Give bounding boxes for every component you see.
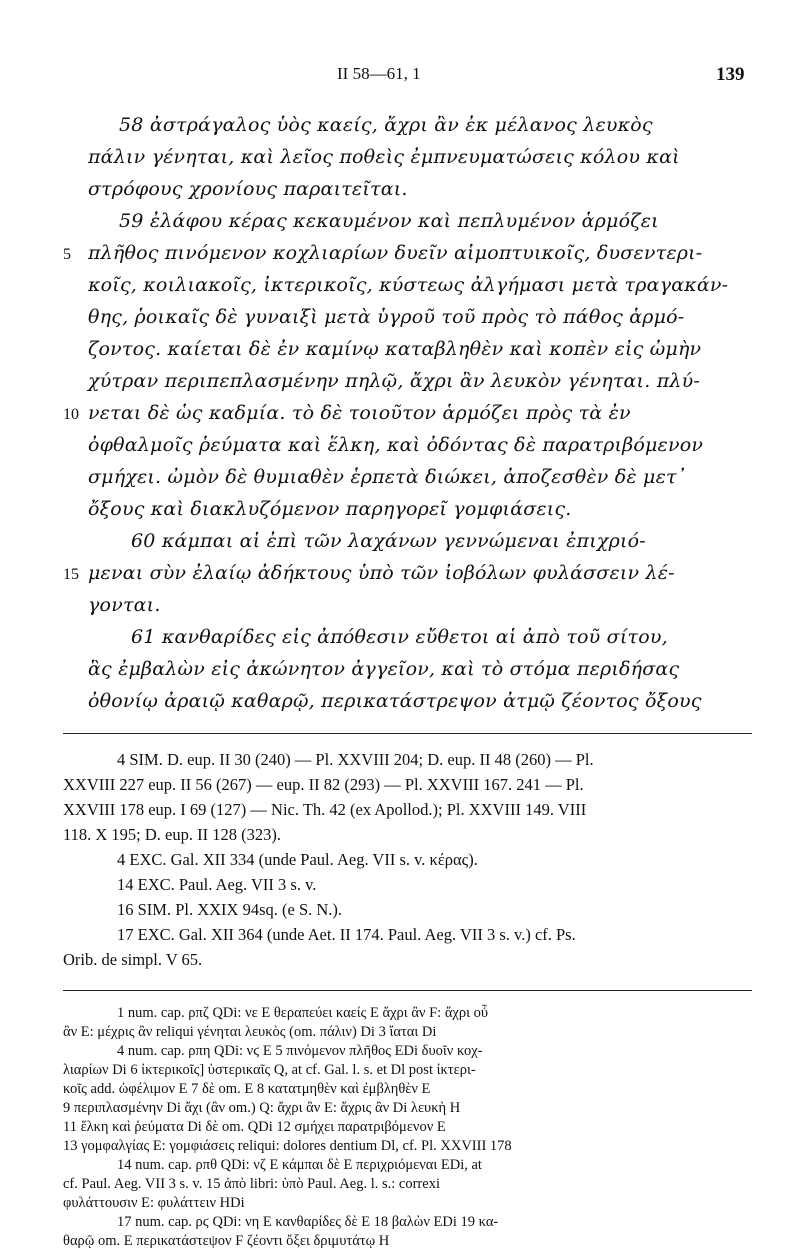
- critical-line: κοῖς add. ὠφέλιμον E 7 δὲ om. E 8 κατατμηθὲν καὶ ἐμβληθὲν E: [63, 1081, 431, 1097]
- text-line: γονται.: [88, 594, 161, 616]
- text-line: ζοντος. καίεται δὲ ἐν καμίνῳ καταβληθὲν καὶ κοπὲν εἰς ὠμὴν: [88, 338, 702, 360]
- text-line: ἃς ἐμβαλὼν εἰς ἀκώνητον ἀγγεῖον, καὶ τὸ στόμα περιδήσας: [88, 658, 680, 680]
- critical-line: θαρῷ om. E περικατάστεψον F ζέοντι ὄξει δριμυτάτῳ H: [63, 1233, 390, 1249]
- critical-line: cf. Paul. Aeg. VII 3 s. v. 15 ἀπὸ libri: ὑπὸ Paul. Aeg. l. s.: correxi: [63, 1176, 440, 1192]
- critical-line: 14 num. cap. ρπθ QDi: νζ E κάμπαι δὲ E περιχριόμεναι EDi, at: [117, 1157, 482, 1173]
- apparatus-divider: [63, 733, 752, 734]
- critical-line: 11 ἕλκη καὶ ῥεύματα Di δὲ om. QDi 12 σμήχει παρατριβόμενον E: [63, 1119, 446, 1135]
- apparatus-line: XXVIII 227 eup. II 56 (267) — eup. II 82 (293) — Pl. XXVIII 167. 241 — Pl.: [63, 775, 584, 794]
- apparatus-line: 16 SIM. Pl. XXIX 94sq. (e S. N.).: [117, 900, 343, 919]
- text-line: νεται δὲ ὡς καδμία. τὸ δὲ τοιοῦτον ἁρμόζει πρὸς τὰ ἐν: [88, 402, 631, 424]
- critical-line: 4 num. cap. ρπη QDi: νϛ E 5 πινόμενον πλῆθος EDi δυοῖν κοχ-: [117, 1043, 483, 1059]
- apparatus-line: Orib. de simpl. V 65.: [63, 950, 203, 969]
- text-line: κοῖς, κοιλιακοῖς, ἰκτερικοῖς, κύστεως ἀλγήμασι μετὰ τραγακάν-: [88, 274, 729, 296]
- critical-line: 9 περιπλασμένην Di ἄχι (ἂν om.) Q: ἄχρι ἂν E: ἄχρις ἂν Di λευκὴ H: [63, 1100, 461, 1116]
- apparatus-line: XXVIII 178 eup. I 69 (127) — Nic. Th. 42 (ex Apollod.); Pl. XXVIII 149. VIII: [63, 800, 587, 819]
- critical-line: ἂν E: μέχρις ἂν reliqui γένηται λευκὸς (om. πάλιν) Di 3 ἴαται Di: [63, 1024, 437, 1040]
- critical-line: 17 num. cap. ρϛ QDi: νη E κανθαρίδες δὲ E 18 βαλὼν EDi 19 κα-: [117, 1214, 499, 1230]
- text-line: πάλιν γένηται, καὶ λεῖος ποθεὶς ἐμπνευματώσεις κόλου καὶ: [88, 146, 680, 168]
- critical-line: 13 γομφαλγίας E: γομφιάσεις reliqui: dolores dentium Dl, cf. Pl. XXVIII 178: [63, 1138, 512, 1154]
- text-line: θης, ῥοικαῖς δὲ γυναιξὶ μετὰ ὑγροῦ τοῦ πρὸς τὸ πάθος ἁρμό-: [88, 306, 685, 328]
- apparatus-line: 118. X 195; D. eup. II 128 (323).: [63, 825, 281, 844]
- line-number: 5: [63, 246, 71, 263]
- text-line: 59 ἐλάφου κέρας κεκαυμένον καὶ πεπλυμένον ἁρμόζει: [119, 210, 659, 232]
- apparatus-line: 4 SIM. D. eup. II 30 (240) — Pl. XXVIII 204; D. eup. II 48 (260) — Pl.: [117, 750, 594, 769]
- critical-line: λιαρίων Di 6 ἰκτερικοῖς] ὑστερικαῖς Q, at cf. Gal. l. s. et Dl post ἰκτερι-: [63, 1062, 476, 1078]
- text-line: ὀθονίῳ ἀραιῷ καθαρῷ, περικατάστρεψον ἀτμῷ ζέοντος ὄξους: [88, 690, 702, 712]
- text-line: χύτραν περιπεπλασμένην πηλῷ, ἄχρι ἂν λευκὸν γένηται. πλύ-: [88, 370, 700, 392]
- text-line: πλῆθος πινόμενον κοχλιαρίων δυεῖν αἱμοπτυικοῖς, δυσεντερι-: [88, 242, 703, 264]
- critical-line: 1 num. cap. ρπζ QDi: νε E θεραπεύει καείς E ἄχρι ἂν F: ἄχρι οὗ: [117, 1005, 489, 1021]
- text-line: στρόφους χρονίους παραιτεῖται.: [88, 178, 408, 200]
- line-number: 10: [63, 406, 79, 423]
- text-line: σμήχει. ὠμὸν δὲ θυμιαθὲν ἑρπετὰ διώκει, ἀποζεσθὲν δὲ μετ᾽: [88, 466, 687, 488]
- text-line: ὄξους καὶ διακλυζόμενον παρηγορεῖ γομφιάσεις.: [88, 498, 572, 520]
- page-number: 139: [716, 64, 745, 85]
- apparatus-line: 4 EXC. Gal. XII 334 (unde Paul. Aeg. VII s. v. κέρας).: [117, 850, 478, 869]
- text-line: 60 κάμπαι αἱ ἐπὶ τῶν λαχάνων γεννώμεναι ἐπιχριό-: [131, 530, 646, 552]
- text-line: 61 κανθαρίδες εἰς ἀπόθεσιν εὔθετοι αἱ ἀπὸ τοῦ σίτου,: [131, 626, 668, 648]
- text-line: 58 ἀστράγαλος ὑὸς καείς, ἄχρι ἂν ἐκ μέλανος λευκὸς: [119, 114, 653, 136]
- critical-line: φυλάττουσιν E: φυλάττειν HDi: [63, 1195, 245, 1211]
- critical-divider: [63, 990, 752, 991]
- line-number: 15: [63, 566, 79, 583]
- running-head: II 58—61, 1: [337, 64, 421, 83]
- apparatus-line: 14 EXC. Paul. Aeg. VII 3 s. v.: [117, 875, 317, 894]
- apparatus-line: 17 EXC. Gal. XII 364 (unde Aet. II 174. Paul. Aeg. VII 3 s. v.) cf. Ps.: [117, 925, 576, 944]
- text-line: ὀφθαλμοῖς ῥεύματα καὶ ἕλκη, καὶ ὀδόντας δὲ παρατριβόμενον: [88, 434, 704, 456]
- text-line: μεναι σὺν ἐλαίῳ ἀδήκτους ὑπὸ τῶν ἰοβόλων φυλάσσειν λέ-: [88, 562, 675, 584]
